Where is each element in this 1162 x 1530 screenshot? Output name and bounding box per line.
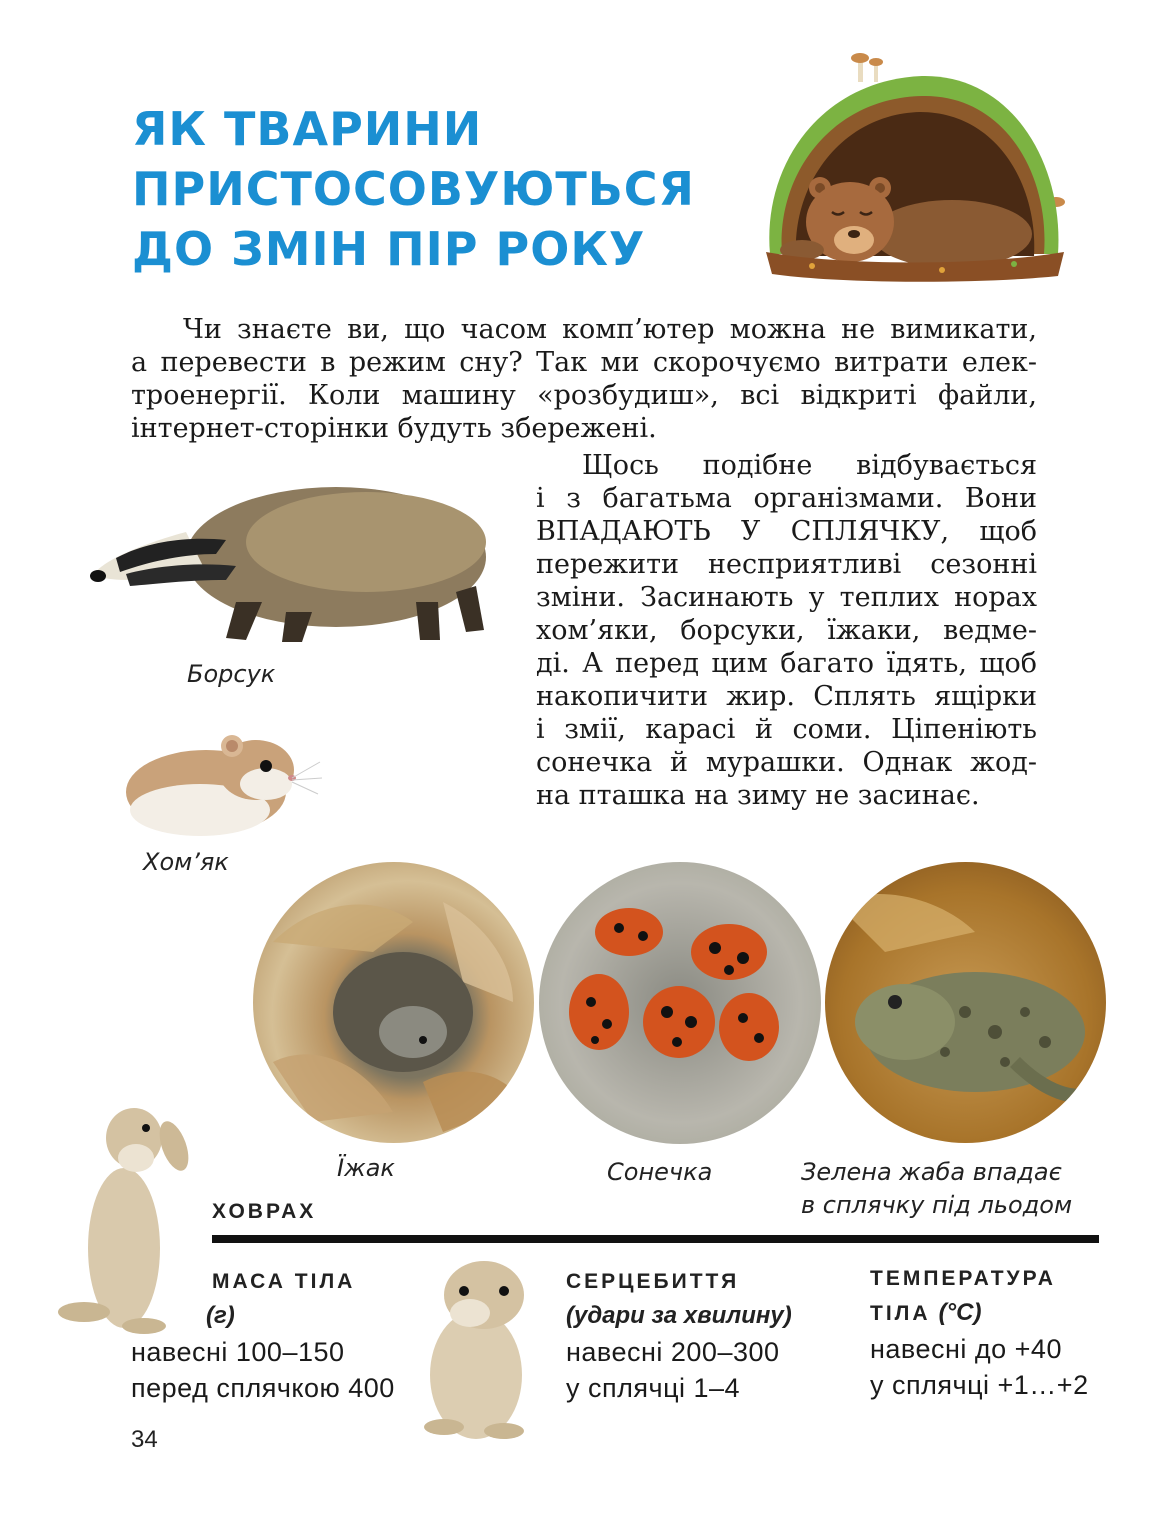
intro-paragraph: [131, 313, 1037, 445]
mass-unit: (г): [206, 1302, 235, 1329]
hedgehog-caption: Їжак: [337, 1154, 395, 1182]
paragraph-line: накопичити жир. Сплять ящірки: [536, 681, 1037, 712]
frog-caption-line-1: Зелена жаба впадає: [801, 1158, 1062, 1186]
temp-spring-value: навесні до +40: [870, 1334, 1062, 1364]
heart-unit: (удари за хвилину): [566, 1302, 792, 1329]
heart-spring-value: навесні 200–300: [566, 1337, 780, 1367]
intro-line: троенергії. Коли машину «розбудиш», всі відкриті файли,: [131, 380, 1037, 411]
page-title-line-1: ЯК ТВАРИНИ: [132, 102, 483, 156]
badger-caption: Борсук: [187, 660, 276, 688]
mass-pre-hibernation-value: перед сплячкою 400: [131, 1373, 395, 1403]
paragraph-line: Щось подібне відбувається: [582, 450, 1037, 481]
hamster-photo: [116, 722, 326, 840]
badger-photo: [86, 462, 498, 652]
hedgehog-illustration: [253, 862, 534, 1143]
temp-unit-row: [870, 1299, 981, 1327]
hamster-caption: Хом’як: [143, 848, 229, 876]
intro-line: інтернет-сторінки будуть збережені.: [131, 413, 657, 444]
ground-squirrel-sitting-photo: [414, 1255, 544, 1445]
intro-line: а перевести в режим сну? Так ми скорочуємо витрати елек-: [131, 347, 1037, 378]
ladybugs-photo: [539, 862, 821, 1144]
temp-title: ТЕМПЕРАТУРА: [870, 1267, 1056, 1290]
mass-title: МАСА ТІЛА: [212, 1270, 356, 1293]
intro-line: Чи знаєте ви, що часом комп’ютер можна не вимикати,: [183, 314, 1037, 345]
ladybugs-caption: Сонечка: [607, 1158, 713, 1186]
temp-hibernation-value: у сплячці +1…+2: [870, 1370, 1089, 1400]
ground-squirrel-standing-photo: [54, 1098, 204, 1338]
paragraph-line: зміни. Засинають у теплих норах: [536, 582, 1037, 613]
mass-spring-value: навесні 100–150: [131, 1337, 345, 1367]
page-title-line-3: ДО ЗМІН ПІР РОКУ: [132, 222, 646, 276]
temp-unit-title: ТІЛА: [870, 1302, 931, 1325]
paragraph-line: ВПАДАЮТЬ У СПЛЯЧКУ, щоб: [536, 516, 1037, 547]
paragraph-line: сонечка й мурашки. Однак жод-: [536, 747, 1037, 778]
mushroom-icon: [851, 53, 883, 82]
paragraph-line: і змії, карасі й соми. Ціпеніють: [536, 714, 1037, 745]
sleeping-bear-den-illustration: [752, 44, 1082, 284]
paragraph-line: на пташка на зиму не засинає.: [536, 780, 980, 811]
ladybugs-illustration: [539, 862, 821, 1144]
paragraph-line: пережити несприятливі сезонні: [536, 549, 1037, 580]
heart-hibernation-value: у сплячці 1–4: [566, 1373, 741, 1403]
stats-divider: [212, 1235, 1099, 1243]
paragraph-line: хом’яки, борсуки, їжаки, ведме-: [536, 615, 1037, 646]
hibernation-paragraph: [536, 449, 1037, 812]
temp-unit: (°С): [938, 1299, 982, 1326]
page-title-line-2: ПРИСТОСОВУЮТЬСЯ: [132, 162, 695, 216]
hedgehog-photo: [253, 862, 534, 1143]
paragraph-line: і з багатьма організмами. Вони: [536, 483, 1037, 514]
frog-illustration: [825, 862, 1106, 1143]
page-number: 34: [131, 1426, 158, 1453]
stats-animal-name: ХОВРАХ: [212, 1200, 317, 1223]
frog-photo: [825, 862, 1106, 1143]
heart-title: СЕРЦЕБИТТЯ: [566, 1270, 740, 1293]
paragraph-line: ді. А перед цим багато їдять, щоб: [536, 648, 1037, 679]
frog-caption-line-2: в сплячку під льодом: [801, 1191, 1073, 1219]
